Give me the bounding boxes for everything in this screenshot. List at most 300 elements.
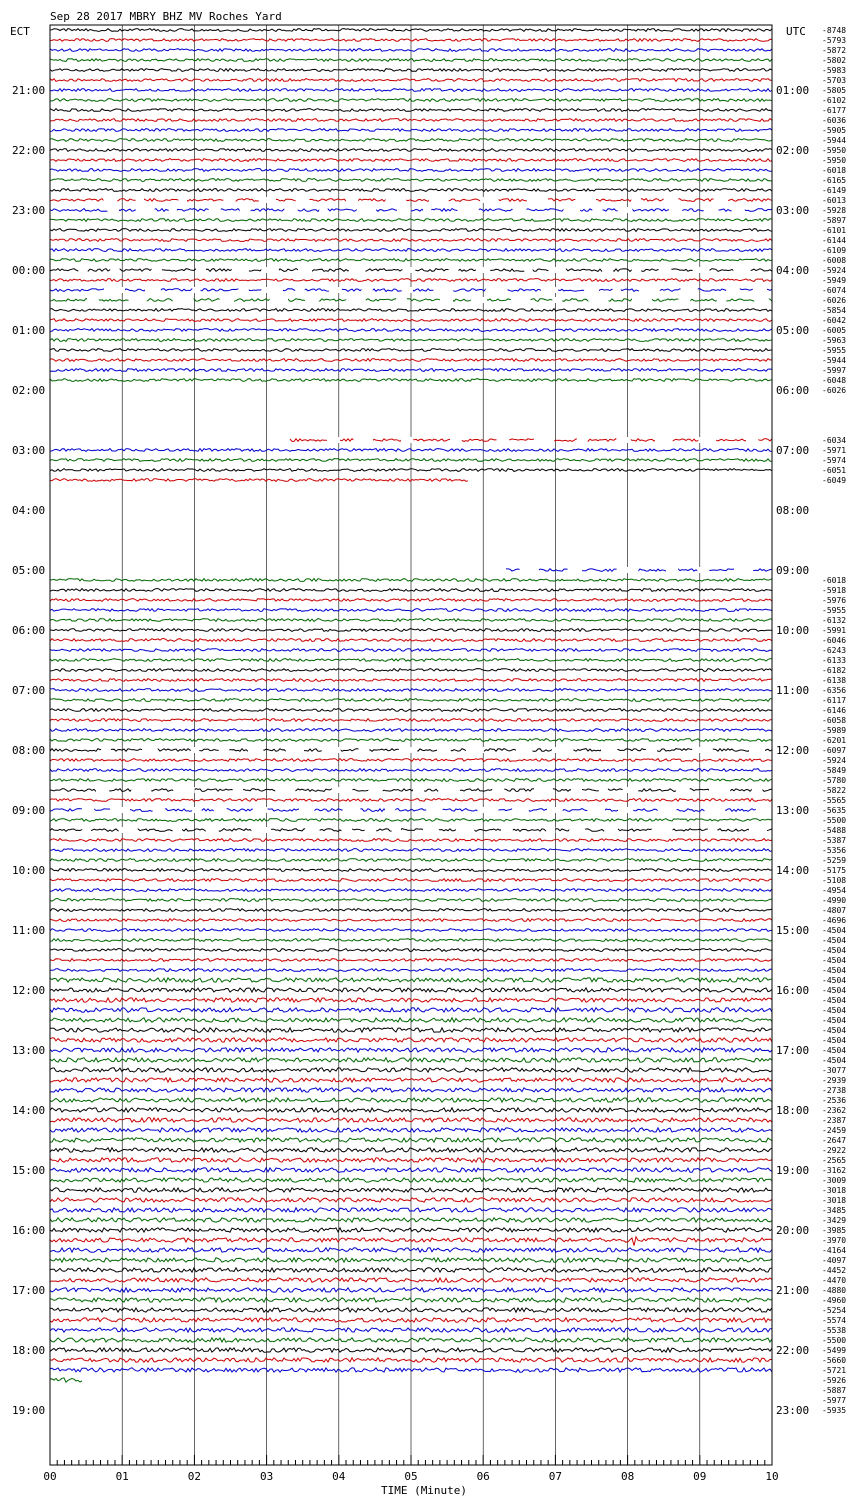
left-hour-4: 01:00 xyxy=(12,324,46,337)
right-hour-21: 22:00 xyxy=(776,1344,810,1357)
offset-label-22: -6109 xyxy=(822,246,847,255)
dropout-gap-41 xyxy=(534,437,554,443)
offset-label-97: -4504 xyxy=(822,996,847,1005)
dropout-gap-17 xyxy=(103,197,117,203)
right-hour-1: 02:00 xyxy=(776,144,810,157)
offset-label-67: -6117 xyxy=(822,696,847,705)
dropout-gap-41 xyxy=(401,437,413,443)
dropout-gap-80 xyxy=(206,827,219,833)
dropout-gap-76 xyxy=(571,787,582,793)
dropout-gap-18 xyxy=(513,207,527,213)
dropout-gap-18 xyxy=(563,207,580,213)
dropout-gap-26 xyxy=(329,287,342,293)
dropout-gap-54 xyxy=(697,567,709,573)
offset-label-118: -3485 xyxy=(822,1206,847,1215)
dropout-gap-41 xyxy=(497,437,510,443)
dropout-gap-24 xyxy=(298,267,312,273)
offset-label-55: -6018 xyxy=(822,576,847,585)
dropout-gap-17 xyxy=(480,197,499,203)
offset-label-8: -6177 xyxy=(822,106,847,115)
right-hour-13: 14:00 xyxy=(776,864,810,877)
offset-label-117: -3018 xyxy=(822,1196,847,1205)
dropout-gap-18 xyxy=(284,207,297,213)
dropout-gap-24 xyxy=(632,267,642,273)
dropout-gap-80 xyxy=(251,827,271,833)
offset-label-98: -4504 xyxy=(822,1006,847,1015)
dropout-gap-27 xyxy=(552,297,562,303)
right-hour-20: 21:00 xyxy=(776,1284,810,1297)
dropout-gap-27 xyxy=(678,297,690,303)
offset-label-33: -5944 xyxy=(822,356,847,365)
dropout-gap-27 xyxy=(440,297,453,303)
dropout-gap-26 xyxy=(402,287,413,293)
dropout-gap-17 xyxy=(296,197,310,203)
dropout-gap-76 xyxy=(534,787,553,793)
dropout-gap-26 xyxy=(433,287,453,293)
dropout-gap-26 xyxy=(639,287,660,293)
dropout-gap-78 xyxy=(299,807,315,813)
offset-label-108: -2362 xyxy=(822,1106,847,1115)
dropout-gap-72 xyxy=(322,747,341,753)
offset-label-114: -3162 xyxy=(822,1166,847,1175)
offset-label-133: -5660 xyxy=(822,1356,847,1365)
offset-label-90: -4504 xyxy=(822,926,847,935)
offset-label-43: -5974 xyxy=(822,456,847,465)
dropout-gap-18 xyxy=(319,207,327,213)
offset-label-120: -3985 xyxy=(822,1226,847,1235)
offset-label-28: -5854 xyxy=(822,306,847,315)
dropout-gap-72 xyxy=(358,747,369,753)
dropout-gap-18 xyxy=(669,207,682,213)
left-hour-13: 10:00 xyxy=(12,864,46,877)
x-tick-00: 00 xyxy=(43,1470,57,1483)
offset-label-6: -5805 xyxy=(822,86,847,95)
dropout-gap-18 xyxy=(169,207,177,213)
dropout-gap-26 xyxy=(486,287,508,293)
dropout-gap-80 xyxy=(708,827,718,833)
right-hour-14: 15:00 xyxy=(776,924,810,937)
right-hour-15: 16:00 xyxy=(776,984,810,997)
left-hour-18: 15:00 xyxy=(12,1164,46,1177)
dropout-gap-17 xyxy=(386,197,407,203)
dropout-gap-78 xyxy=(756,807,777,813)
offset-label-58: -5955 xyxy=(822,606,847,615)
left-hour-7: 04:00 xyxy=(12,504,46,517)
dropout-gap-24 xyxy=(449,267,459,273)
left-hour-2: 23:00 xyxy=(12,204,46,217)
dropout-gap-24 xyxy=(232,267,249,273)
left-hour-21: 18:00 xyxy=(12,1344,46,1357)
dropout-gap-17 xyxy=(575,197,596,203)
offset-label-113: -2565 xyxy=(822,1156,847,1165)
offset-label-73: -5924 xyxy=(822,756,847,765)
offset-label-102: -4504 xyxy=(822,1046,847,1055)
dropout-gap-72 xyxy=(749,747,765,753)
dropout-gap-76 xyxy=(599,787,608,793)
offset-label-71: -6201 xyxy=(822,736,847,745)
dropout-gap-27 xyxy=(589,297,609,303)
offset-label-66: -6356 xyxy=(822,686,847,695)
dropout-gap-72 xyxy=(466,747,484,753)
offset-label-86: -4954 xyxy=(822,886,847,895)
offset-label-60: -5991 xyxy=(822,626,847,635)
dropout-gap-41 xyxy=(450,437,462,443)
offset-label-72: -6097 xyxy=(822,746,847,755)
dropout-gap-78 xyxy=(587,807,605,813)
offset-label-14: -6018 xyxy=(822,166,847,175)
offset-label-19: -5897 xyxy=(822,216,847,225)
dropout-gap-78 xyxy=(192,807,202,813)
dropout-gap-24 xyxy=(693,267,710,273)
offset-label-103: -4504 xyxy=(822,1056,847,1065)
dropout-gap-41 xyxy=(698,437,716,443)
dropout-gap-18 xyxy=(240,207,251,213)
right-hour-5: 06:00 xyxy=(776,384,810,397)
offset-label-9: -6036 xyxy=(822,116,847,125)
offset-label-56: -5918 xyxy=(822,586,847,595)
dropout-gap-26 xyxy=(145,287,161,293)
dropout-gap-24 xyxy=(402,267,415,273)
dropout-gap-17 xyxy=(527,197,548,203)
x-axis-label: TIME (Minute) xyxy=(380,1484,468,1497)
dropout-gap-17 xyxy=(429,197,449,203)
offset-label-91: -4504 xyxy=(822,936,847,945)
offset-label-69: -6058 xyxy=(822,716,847,725)
dropout-gap-72 xyxy=(646,747,657,753)
dropout-gap-27 xyxy=(346,297,366,303)
right-hour-9: 10:00 xyxy=(776,624,810,637)
offset-label-94: -4504 xyxy=(822,966,847,975)
offset-label-65: -6138 xyxy=(822,676,847,685)
dropout-gap-76 xyxy=(131,787,151,793)
left-hour-6: 03:00 xyxy=(12,444,46,457)
right-hour-axis xyxy=(776,84,809,1417)
left-hour-16: 13:00 xyxy=(12,1044,46,1057)
offset-label-104: -3077 xyxy=(822,1066,847,1075)
offset-label-79: -5500 xyxy=(822,816,847,825)
right-hour-17: 18:00 xyxy=(776,1104,810,1117)
offset-label-78: -5635 xyxy=(822,806,847,815)
offset-label-20: -6101 xyxy=(822,226,847,235)
dropout-gap-78 xyxy=(512,807,529,813)
dropout-gap-27 xyxy=(717,297,727,303)
dropout-gap-18 xyxy=(704,207,719,213)
x-tick-04: 04 xyxy=(332,1470,346,1483)
dropout-gap-26 xyxy=(584,287,599,293)
dropout-gap-26 xyxy=(261,287,283,293)
dropout-gap-80 xyxy=(546,827,555,833)
right-hour-22: 23:00 xyxy=(776,1404,810,1417)
offset-label-100: -4504 xyxy=(822,1026,847,1035)
right-hour-4: 05:00 xyxy=(776,324,810,337)
dropout-gap-80 xyxy=(749,827,767,833)
offset-label-134: -5721 xyxy=(822,1366,847,1375)
offset-label-0: -8748 xyxy=(822,26,847,35)
dropout-gap-24 xyxy=(548,267,566,273)
dropout-gap-76 xyxy=(492,787,504,793)
left-hour-17: 14:00 xyxy=(12,1104,46,1117)
dropout-gap-27 xyxy=(220,297,235,303)
x-tick-10: 10 xyxy=(765,1470,779,1483)
offset-label-129: -5574 xyxy=(822,1316,847,1325)
left-hour-11: 08:00 xyxy=(12,744,46,757)
dropout-gap-76 xyxy=(413,787,424,793)
offset-label-89: -4696 xyxy=(822,916,847,925)
dropout-gap-26 xyxy=(295,287,305,293)
offset-label-136: -5887 xyxy=(822,1386,847,1395)
dropout-gap-76 xyxy=(709,787,730,793)
dropout-gap-17 xyxy=(714,197,729,203)
offset-label-23: -6008 xyxy=(822,256,847,265)
offset-label-44: -6051 xyxy=(822,466,847,475)
right-hour-10: 11:00 xyxy=(776,684,810,697)
dropout-gap-76 xyxy=(233,787,244,793)
offset-label-27: -6026 xyxy=(822,296,847,305)
dropout-gap-80 xyxy=(652,827,673,833)
offset-label-106: -2738 xyxy=(822,1086,847,1095)
offset-label-34: -5997 xyxy=(822,366,847,375)
dropout-gap-17 xyxy=(178,197,187,203)
dropout-gap-80 xyxy=(365,827,377,833)
dropout-gap-24 xyxy=(78,267,87,273)
x-axis xyxy=(43,1455,778,1483)
dropout-gap-27 xyxy=(129,297,147,303)
offset-label-107: -2536 xyxy=(822,1096,847,1105)
x-tick-05: 05 xyxy=(404,1470,418,1483)
trace-row-54 xyxy=(506,569,772,572)
offset-label-3: -5802 xyxy=(822,56,847,65)
dropout-gap-72 xyxy=(399,747,418,753)
offset-label-42: -5971 xyxy=(822,446,847,455)
dropout-gap-26 xyxy=(541,287,558,293)
dropout-gap-24 xyxy=(110,267,119,273)
dropout-gap-72 xyxy=(191,747,199,753)
dropout-gap-27 xyxy=(754,297,769,303)
dropout-gap-24 xyxy=(524,267,532,273)
dropout-gap-78 xyxy=(110,807,130,813)
dropout-gap-24 xyxy=(196,267,206,273)
dropout-gap-27 xyxy=(396,297,407,303)
left-hour-22: 19:00 xyxy=(12,1404,46,1417)
offset-label-31: -5963 xyxy=(822,336,847,345)
offset-label-96: -4504 xyxy=(822,986,847,995)
dropout-gap-80 xyxy=(456,827,475,833)
offset-label-111: -2647 xyxy=(822,1136,847,1145)
offset-label-13: -5950 xyxy=(822,156,847,165)
offset-label-76: -5822 xyxy=(822,786,847,795)
dropout-gap-26 xyxy=(192,287,200,293)
right-hour-19: 20:00 xyxy=(776,1224,810,1237)
offset-label-64: -6182 xyxy=(822,666,847,675)
offset-label-135: -5926 xyxy=(822,1376,847,1385)
x-tick-06: 06 xyxy=(476,1470,490,1483)
dropout-gap-78 xyxy=(152,807,165,813)
right-hour-18: 19:00 xyxy=(776,1164,810,1177)
offset-label-59: -6132 xyxy=(822,616,847,625)
offset-label-25: -5949 xyxy=(822,276,847,285)
dropout-gap-72 xyxy=(286,747,304,753)
offset-label-121: -3970 xyxy=(822,1236,847,1245)
dropout-gap-24 xyxy=(261,267,279,273)
dropout-gap-72 xyxy=(101,747,111,753)
offset-label-82: -5356 xyxy=(822,846,847,855)
trace-offset-labels xyxy=(822,26,846,1415)
dropout-gap-80 xyxy=(341,827,352,833)
offset-label-124: -4452 xyxy=(822,1266,847,1275)
dropout-gap-41 xyxy=(577,437,588,443)
dropout-gap-26 xyxy=(680,287,697,293)
x-tick-02: 02 xyxy=(187,1470,202,1483)
dropout-gap-17 xyxy=(223,197,235,203)
offset-label-137: -5977 xyxy=(822,1396,847,1405)
dropout-gap-80 xyxy=(392,827,401,833)
dropout-gap-17 xyxy=(664,197,679,203)
dropout-gap-27 xyxy=(511,297,531,303)
dropout-gap-80 xyxy=(173,827,182,833)
offset-label-24: -5924 xyxy=(822,266,847,275)
offset-label-77: -5565 xyxy=(822,796,847,805)
dropout-gap-76 xyxy=(173,787,195,793)
right-hour-0: 01:00 xyxy=(776,84,810,97)
left-hour-15: 12:00 xyxy=(12,984,46,997)
offset-label-83: -5259 xyxy=(822,856,847,865)
dropout-gap-72 xyxy=(516,747,533,753)
dropout-gap-76 xyxy=(752,787,763,793)
dropout-gap-78 xyxy=(385,807,396,813)
left-hour-10: 07:00 xyxy=(12,684,46,697)
left-hour-19: 16:00 xyxy=(12,1224,46,1237)
dropout-gap-72 xyxy=(219,747,230,753)
offset-label-32: -5955 xyxy=(822,346,847,355)
dropout-gap-72 xyxy=(437,747,451,753)
dropout-gap-80 xyxy=(569,827,585,833)
left-zone-label: ECT xyxy=(10,25,30,38)
offset-label-36: -6026 xyxy=(822,386,847,395)
left-hour-0: 21:00 xyxy=(12,84,46,97)
dropout-gap-41 xyxy=(655,437,673,443)
dropout-marks xyxy=(78,197,777,833)
offset-label-2: -5872 xyxy=(822,46,847,55)
dropout-gap-54 xyxy=(520,567,539,573)
offset-label-131: -5500 xyxy=(822,1336,847,1345)
dropout-gap-41 xyxy=(327,437,340,443)
offset-label-61: -6046 xyxy=(822,636,847,645)
left-hour-5: 02:00 xyxy=(12,384,46,397)
offset-label-123: -4097 xyxy=(822,1256,847,1265)
chart-title: Sep 28 2017 MBRY BHZ MV Roches Yard xyxy=(50,10,282,23)
dropout-gap-80 xyxy=(423,827,439,833)
offset-label-138: -5935 xyxy=(822,1406,847,1415)
dropout-gap-72 xyxy=(692,747,713,753)
dropout-gap-80 xyxy=(82,827,91,833)
left-hour-9: 06:00 xyxy=(12,624,46,637)
dropout-gap-18 xyxy=(423,207,431,213)
dropout-gap-72 xyxy=(248,747,264,753)
dropout-gap-24 xyxy=(602,267,613,273)
x-tick-01: 01 xyxy=(115,1470,129,1483)
offset-label-85: -5108 xyxy=(822,876,847,885)
offset-label-35: -6048 xyxy=(822,376,847,385)
dropout-gap-24 xyxy=(476,267,490,273)
dropout-gap-17 xyxy=(136,197,144,203)
offset-label-21: -6144 xyxy=(822,236,847,245)
dropout-gap-78 xyxy=(618,807,633,813)
offset-label-88: -4807 xyxy=(822,906,847,915)
offset-label-116: -3018 xyxy=(822,1186,847,1195)
right-hour-11: 12:00 xyxy=(776,744,810,757)
offset-label-63: -6133 xyxy=(822,656,847,665)
offset-label-57: -5976 xyxy=(822,596,847,605)
offset-label-41: -6034 xyxy=(822,436,847,445)
offset-label-105: -2939 xyxy=(822,1076,847,1085)
dropout-gap-78 xyxy=(547,807,563,813)
dropout-gap-17 xyxy=(631,197,641,203)
right-hour-7: 08:00 xyxy=(776,504,810,517)
offset-label-119: -3429 xyxy=(822,1216,847,1225)
right-hour-16: 17:00 xyxy=(776,1044,810,1057)
offset-label-115: -3009 xyxy=(822,1176,847,1185)
offset-label-29: -6042 xyxy=(822,316,847,325)
dropout-gap-72 xyxy=(552,747,574,753)
dropout-gap-26 xyxy=(104,287,125,293)
dropout-gap-54 xyxy=(666,567,678,573)
offset-label-110: -2459 xyxy=(822,1126,847,1135)
x-tick-09: 09 xyxy=(693,1470,707,1483)
dropout-gap-80 xyxy=(305,827,320,833)
offset-label-99: -4504 xyxy=(822,1016,847,1025)
offset-label-17: -6013 xyxy=(822,196,847,205)
dropout-gap-24 xyxy=(349,267,366,273)
dropout-gap-27 xyxy=(632,297,652,303)
dropout-gap-27 xyxy=(471,297,487,303)
dropout-gap-27 xyxy=(173,297,194,303)
dropout-gap-76 xyxy=(275,787,295,793)
offset-label-10: -5905 xyxy=(822,126,847,135)
dropout-gap-72 xyxy=(142,747,158,753)
offset-label-18: -5928 xyxy=(822,206,847,215)
dropout-gap-18 xyxy=(209,207,221,213)
offset-label-125: -4470 xyxy=(822,1276,847,1285)
dropout-gap-18 xyxy=(107,207,119,213)
dropout-gap-41 xyxy=(353,437,373,443)
offset-label-112: -2922 xyxy=(822,1146,847,1155)
dropout-gap-18 xyxy=(732,207,745,213)
dropout-gap-54 xyxy=(734,567,753,573)
offset-label-30: -6005 xyxy=(822,326,847,335)
offset-label-92: -4504 xyxy=(822,946,847,955)
dropout-gap-78 xyxy=(477,807,498,813)
dropout-gap-18 xyxy=(136,207,155,213)
dropout-gap-78 xyxy=(82,807,94,813)
offset-label-95: -4504 xyxy=(822,976,847,985)
right-hour-2: 03:00 xyxy=(776,204,810,217)
offset-label-130: -5538 xyxy=(822,1326,847,1335)
dropout-gap-26 xyxy=(613,287,621,293)
offset-label-74: -5849 xyxy=(822,766,847,775)
left-hour-12: 09:00 xyxy=(12,804,46,817)
dropout-gap-76 xyxy=(676,787,690,793)
x-tick-03: 03 xyxy=(259,1470,274,1483)
offset-label-45: -6049 xyxy=(822,476,847,485)
dropout-gap-41 xyxy=(746,437,758,443)
dropout-gap-76 xyxy=(332,787,353,793)
offset-label-127: -4960 xyxy=(822,1296,847,1305)
offset-label-15: -6165 xyxy=(822,176,847,185)
dropout-gap-26 xyxy=(238,287,249,293)
left-hour-14: 11:00 xyxy=(12,924,46,937)
offset-label-101: -4504 xyxy=(822,1036,847,1045)
dropout-gap-54 xyxy=(568,567,583,573)
